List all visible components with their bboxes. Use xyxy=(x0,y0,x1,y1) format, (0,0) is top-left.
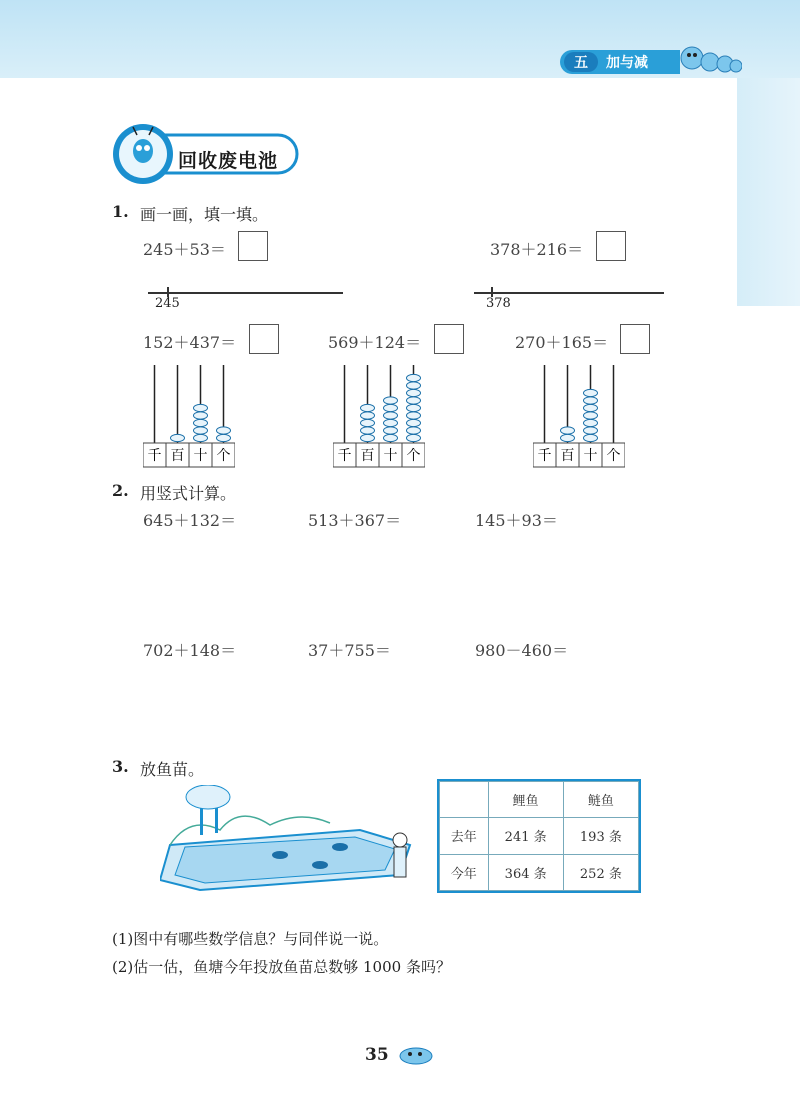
abacus-bead xyxy=(384,434,398,441)
abacus-bead xyxy=(584,419,598,426)
abacus-bead xyxy=(584,434,598,441)
table-cell: 241 条 xyxy=(488,818,563,854)
fish-table xyxy=(437,779,641,893)
caterpillar-icon xyxy=(680,42,742,74)
q3-sub2: (2)估一估，鱼塘今年投放鱼苗总数够 1000 条吗？ xyxy=(112,958,451,976)
abacus-bead xyxy=(584,427,598,434)
place-value-label: 个 xyxy=(216,448,231,464)
abacus-bead xyxy=(561,427,575,434)
abacus-bead xyxy=(407,397,421,404)
unit-tab xyxy=(560,50,680,74)
q3-number: 3. xyxy=(112,757,129,776)
q3-sub1: (1)图中有哪些数学信息？与同伴说一说。 xyxy=(112,930,389,948)
abacus-bead xyxy=(194,434,208,441)
q1-line-expr-2: 378＋216＝ xyxy=(490,240,584,259)
abacus xyxy=(143,363,235,471)
abacus-bead xyxy=(407,419,421,426)
unit-number: 五 xyxy=(564,52,598,72)
place-value-label: 个 xyxy=(406,448,421,464)
answer-box[interactable] xyxy=(434,324,464,354)
table-header-blank xyxy=(440,782,489,818)
abacus-bead xyxy=(407,404,421,411)
table-cell: 193 条 xyxy=(563,818,638,854)
q1-prompt: 画一画，填一填。 xyxy=(140,205,269,224)
q1-abacus-expr-3: 270＋165＝ xyxy=(515,333,609,352)
q1-abacus-expr-2: 569＋124＝ xyxy=(328,333,422,352)
fish-pond-illustration xyxy=(160,785,425,900)
table-header-silver-carp: 鲢鱼 xyxy=(563,782,638,818)
abacus-svg xyxy=(333,363,425,471)
q2-prompt: 用竖式计算。 xyxy=(140,484,237,503)
table-row xyxy=(440,818,639,854)
abacus-bead xyxy=(361,434,375,441)
abacus-bead xyxy=(384,412,398,419)
q1-line-expr-1: 245＋53＝ xyxy=(143,240,226,259)
abacus-bead xyxy=(407,374,421,381)
side-band xyxy=(737,78,800,306)
abacus-bead xyxy=(194,412,208,419)
abacus-svg xyxy=(143,363,235,471)
number-line[interactable] xyxy=(148,292,343,294)
page-number: 35 xyxy=(365,1045,389,1065)
answer-box[interactable] xyxy=(249,324,279,354)
place-value-label: 个 xyxy=(606,448,621,464)
abacus-bead xyxy=(194,404,208,411)
abacus-bead xyxy=(407,382,421,389)
abacus-bead xyxy=(217,427,231,434)
q2-number: 2. xyxy=(112,481,129,500)
abacus-svg xyxy=(533,363,625,471)
abacus-bead xyxy=(194,427,208,434)
mascot-icon xyxy=(396,1042,436,1066)
place-value-label: 千 xyxy=(337,448,352,464)
place-value-label: 十 xyxy=(583,448,598,464)
abacus-bead xyxy=(384,397,398,404)
abacus-bead xyxy=(171,434,185,441)
place-value-label: 百 xyxy=(560,448,575,464)
abacus-bead xyxy=(561,434,575,441)
abacus-bead xyxy=(584,404,598,411)
place-value-label: 百 xyxy=(170,448,185,464)
abacus-bead xyxy=(194,419,208,426)
table-cell: 364 条 xyxy=(488,854,563,890)
table-cell: 今年 xyxy=(440,854,489,890)
abacus-bead xyxy=(584,389,598,396)
number-line-start: 378 xyxy=(486,296,511,311)
section-title: 回收废电池 xyxy=(178,150,279,172)
q2-expr: 645＋132＝ xyxy=(143,511,237,530)
answer-box[interactable] xyxy=(596,231,626,261)
abacus-bead xyxy=(217,434,231,441)
q3-prompt: 放鱼苗。 xyxy=(140,760,205,779)
abacus-bead xyxy=(384,404,398,411)
abacus-bead xyxy=(584,412,598,419)
table-row xyxy=(440,854,639,890)
q1-abacus-expr-1: 152＋437＝ xyxy=(143,333,237,352)
table-header-carp: 鲤鱼 xyxy=(488,782,563,818)
abacus-bead xyxy=(407,427,421,434)
q2-expr: 702＋148＝ xyxy=(143,641,237,660)
abacus-bead xyxy=(407,434,421,441)
number-line[interactable] xyxy=(474,292,664,294)
table-cell: 252 条 xyxy=(563,854,638,890)
abacus-bead xyxy=(407,412,421,419)
abacus-bead xyxy=(384,427,398,434)
abacus-bead xyxy=(584,397,598,404)
place-value-label: 十 xyxy=(383,448,398,464)
q2-expr: 37＋755＝ xyxy=(308,641,391,660)
unit-title: 加与减 xyxy=(606,55,648,71)
q2-expr: 980－460＝ xyxy=(475,641,569,660)
abacus xyxy=(333,363,425,471)
abacus-bead xyxy=(361,412,375,419)
abacus xyxy=(533,363,625,471)
place-value-label: 千 xyxy=(147,448,162,464)
answer-box[interactable] xyxy=(238,231,268,261)
abacus-bead xyxy=(384,419,398,426)
abacus-bead xyxy=(361,404,375,411)
answer-box[interactable] xyxy=(620,324,650,354)
table-cell: 去年 xyxy=(440,818,489,854)
q2-expr: 513＋367＝ xyxy=(308,511,402,530)
abacus-bead xyxy=(361,419,375,426)
q2-expr: 145＋93＝ xyxy=(475,511,558,530)
q1-number: 1. xyxy=(112,202,129,221)
place-value-label: 百 xyxy=(360,448,375,464)
place-value-label: 千 xyxy=(537,448,552,464)
number-line-start: 245 xyxy=(155,296,180,311)
abacus-bead xyxy=(407,389,421,396)
abacus-bead xyxy=(361,427,375,434)
place-value-label: 十 xyxy=(193,448,208,464)
